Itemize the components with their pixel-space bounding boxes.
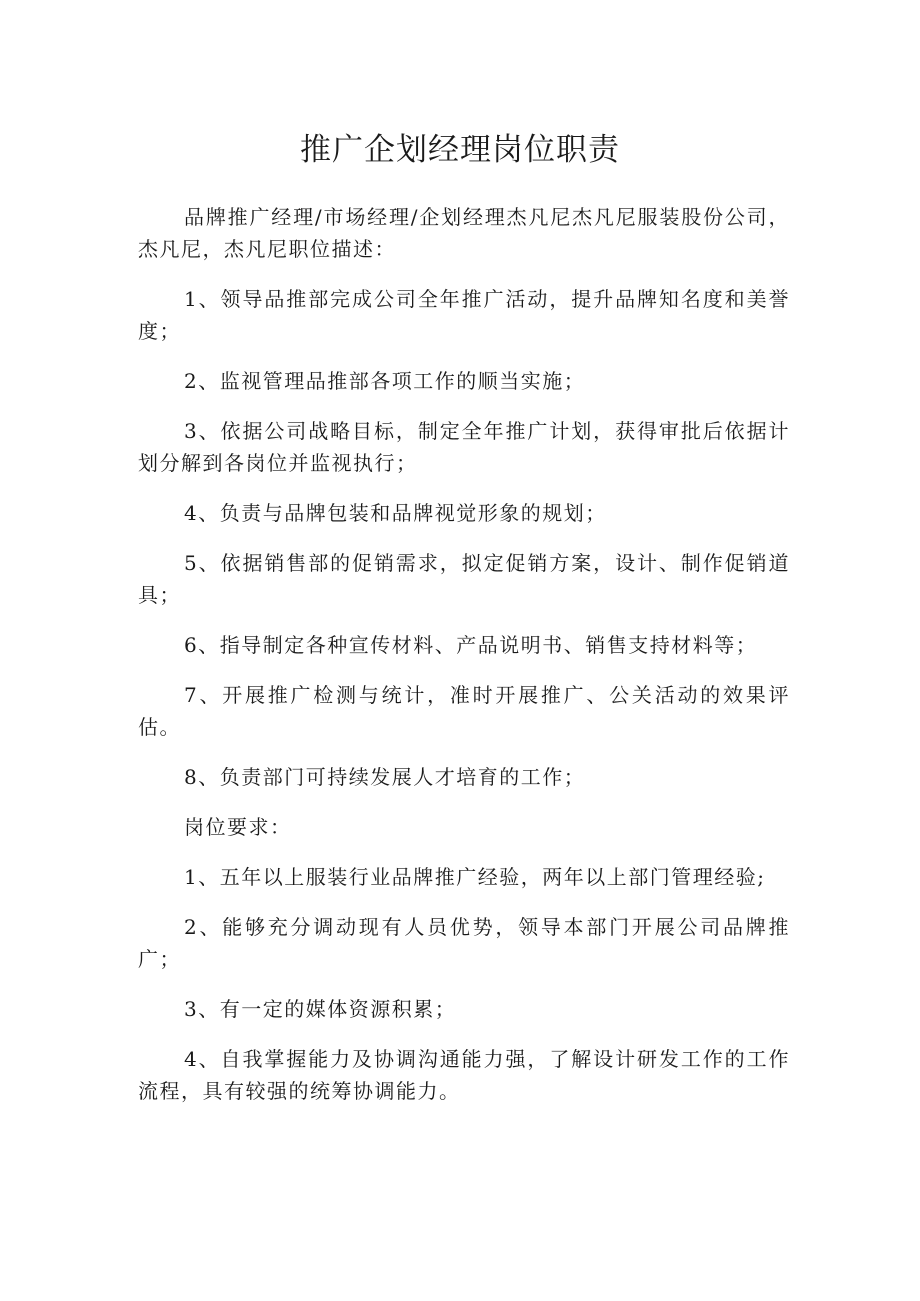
duty-item-5: 5、依据销售部的促销需求，拟定促销方案，设计、制作促销道具；	[138, 551, 790, 607]
duty-item-1: 1、领导品推部完成公司全年推广活动，提升品牌知名度和美誉度；	[138, 287, 790, 343]
intro-paragraph: 品牌推广经理/市场经理/企划经理杰凡尼杰凡尼服装股份公司，杰凡尼，杰凡尼职位描述：	[138, 205, 790, 261]
duty-item-8: 8、负责部门可持续发展人才培育的工作；	[184, 765, 586, 789]
requirement-item-2: 2、能够充分调动现有人员优势，领导本部门开展公司品牌推广；	[138, 915, 790, 971]
requirement-item-3: 3、有一定的媒体资源积累；	[184, 997, 457, 1021]
requirement-item-4: 4、自我掌握能力及协调沟通能力强，了解设计研发工作的工作流程，具有较强的统筹协调能力。	[138, 1047, 790, 1103]
requirements-heading: 岗位要求：	[184, 815, 292, 839]
duty-item-6: 6、指导制定各种宣传材料、产品说明书、销售支持材料等；	[184, 633, 758, 657]
duty-item-4: 4、负责与品牌包装和品牌视觉形象的规划；	[184, 501, 607, 525]
duty-item-3: 3、依据公司战略目标，制定全年推广计划，获得审批后依据计划分解到各岗位并监视执行；	[138, 419, 790, 475]
duty-item-2: 2、监视管理品推部各项工作的顺当实施；	[184, 369, 586, 393]
requirement-item-1: 1、五年以上服装行业品牌推广经验，两年以上部门管理经验;	[184, 865, 766, 889]
duty-item-7: 7、开展推广检测与统计，准时开展推广、公关活动的效果评估。	[138, 683, 790, 739]
document-body	[138, 201, 790, 1125]
document-title: 推广企划经理岗位职责	[300, 132, 620, 168]
